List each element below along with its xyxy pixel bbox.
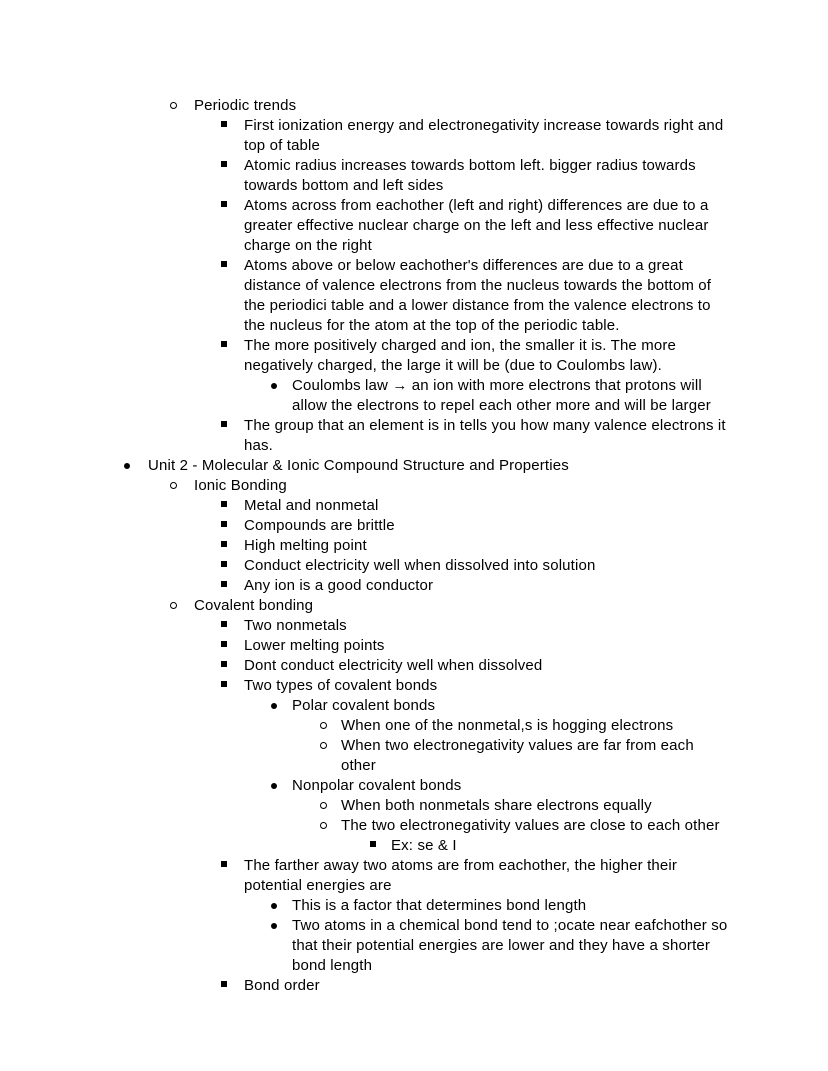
outline-item: [0, 516, 828, 536]
outline-item: [0, 576, 828, 596]
filled-square-bullet-icon: [221, 856, 227, 876]
outline-item-text: This is a factor that determines bond length: [292, 897, 587, 914]
outline-item: [0, 596, 828, 616]
outline-item-text: Ionic Bonding: [194, 477, 287, 494]
filled-disc-bullet-icon: [271, 896, 277, 916]
outline-item: [0, 536, 828, 556]
outline-item-text: High melting point: [244, 537, 367, 554]
filled-square-bullet-icon: [221, 616, 227, 636]
outline-item-text: Dont conduct electricity well when dissolved: [244, 657, 543, 674]
hollow-circle-bullet-icon: [170, 96, 177, 116]
outline-item-text: Compounds are brittle: [244, 517, 395, 534]
outline-item-text: Unit 2 - Molecular & Ionic Compound Structure and Properties: [148, 457, 569, 474]
filled-disc-bullet-icon: [271, 376, 277, 396]
filled-square-bullet-icon: [221, 156, 227, 176]
hollow-circle-bullet-icon: [320, 736, 327, 756]
filled-disc-bullet-icon: [271, 696, 277, 716]
filled-square-bullet-icon: [221, 256, 227, 276]
outline-item: [0, 416, 828, 456]
outline-item-text: The farther away two atoms are from eachother, the higher their potential energies are: [244, 857, 682, 894]
outline-item: [0, 836, 828, 856]
outline-item-text: Bond order: [244, 977, 320, 994]
outline-item: [0, 616, 828, 636]
outline-item-text: Atomic radius increases towards bottom left. bigger radius towards towards bottom and left sides: [244, 157, 701, 194]
outline-item-text: Nonpolar covalent bonds: [292, 777, 462, 794]
hollow-circle-bullet-icon: [320, 796, 327, 816]
outline-item-text: Metal and nonmetal: [244, 497, 379, 514]
filled-square-bullet-icon: [221, 196, 227, 216]
outline-item: [0, 656, 828, 676]
filled-square-bullet-icon: [221, 656, 227, 676]
outline-item: [0, 676, 828, 696]
outline-item-text: The more positively charged and ion, the smaller it is. The more negatively charged, the large it will be (due to Coulombs law).: [244, 337, 681, 374]
outline-item: [0, 556, 828, 576]
outline-item-text: Periodic trends: [194, 97, 297, 114]
filled-disc-bullet-icon: [271, 916, 277, 936]
hollow-circle-bullet-icon: [170, 596, 177, 616]
filled-square-bullet-icon: [221, 496, 227, 516]
outline-item-text: Coulombs law → an ion with more electrons that protons will allow the electrons to repel each other more and will be larger: [292, 377, 711, 414]
outline-item: [0, 696, 828, 716]
filled-square-bullet-icon: [370, 836, 376, 856]
outline-item-text: Atoms above or below eachother's differences are due to a great distance of valence electrons from the nucleus towards the bottom of the periodici table and a lower distance from the valence electrons to the nucleus for the atom at the top of the periodic table.: [244, 257, 716, 334]
outline-item-text: When one of the nonmetal,s is hogging electrons: [341, 717, 674, 734]
outline-item: [0, 916, 828, 976]
outline-item: [0, 716, 828, 736]
hollow-circle-bullet-icon: [320, 716, 327, 736]
filled-square-bullet-icon: [221, 976, 227, 996]
outline-item: [0, 456, 828, 476]
filled-disc-bullet-icon: [271, 776, 277, 796]
outline-item-text: Any ion is a good conductor: [244, 577, 434, 594]
filled-square-bullet-icon: [221, 336, 227, 356]
outline-item: [0, 256, 828, 336]
outline-item: [0, 796, 828, 816]
outline-item-text: First ionization energy and electronegativity increase towards right and top of table: [244, 117, 728, 154]
filled-square-bullet-icon: [221, 556, 227, 576]
outline-item-text: Two nonmetals: [244, 617, 347, 634]
outline-item-text: Two atoms in a chemical bond tend to ;ocate near eafchother so that their potential energies are lower and they have a shorter bond length: [292, 917, 732, 974]
outline-item: [0, 896, 828, 916]
outline-item: [0, 376, 828, 416]
outline-list: [0, 96, 828, 996]
filled-square-bullet-icon: [221, 516, 227, 536]
filled-disc-bullet-icon: [124, 456, 130, 476]
outline-item-text: When both nonmetals share electrons equally: [341, 797, 652, 814]
outline-item: [0, 856, 828, 896]
filled-square-bullet-icon: [221, 116, 227, 136]
outline-item: [0, 476, 828, 496]
outline-item: [0, 736, 828, 776]
outline-item-text: Conduct electricity well when dissolved into solution: [244, 557, 596, 574]
outline-item: [0, 776, 828, 796]
outline-item-text: Ex: se & I: [391, 837, 457, 854]
filled-square-bullet-icon: [221, 536, 227, 556]
outline-item-text: Atoms across from eachother (left and right) differences are due to a greater effective nuclear charge on the left and less effective nuclear charge on the right: [244, 197, 713, 254]
outline-item: [0, 336, 828, 376]
hollow-circle-bullet-icon: [320, 816, 327, 836]
outline-item-text: Polar covalent bonds: [292, 697, 436, 714]
outline-item: [0, 976, 828, 996]
filled-square-bullet-icon: [221, 636, 227, 656]
outline-item: [0, 496, 828, 516]
outline-item-text: Lower melting points: [244, 637, 385, 654]
outline-item-text: Covalent bonding: [194, 597, 314, 614]
filled-square-bullet-icon: [221, 416, 227, 436]
outline-item: [0, 96, 828, 116]
outline-item-text: Two types of covalent bonds: [244, 677, 438, 694]
outline-item: [0, 196, 828, 256]
hollow-circle-bullet-icon: [170, 476, 177, 496]
outline-item: [0, 636, 828, 656]
outline-item-text: The two electronegativity values are close to each other: [341, 817, 720, 834]
outline-item: [0, 116, 828, 156]
outline-item-text: The group that an element is in tells you how many valence electrons it has.: [244, 417, 731, 454]
outline-item: [0, 816, 828, 836]
filled-square-bullet-icon: [221, 576, 227, 596]
outline-item-text: When two electronegativity values are far from each other: [341, 737, 699, 774]
outline-item: [0, 156, 828, 196]
filled-square-bullet-icon: [221, 676, 227, 696]
